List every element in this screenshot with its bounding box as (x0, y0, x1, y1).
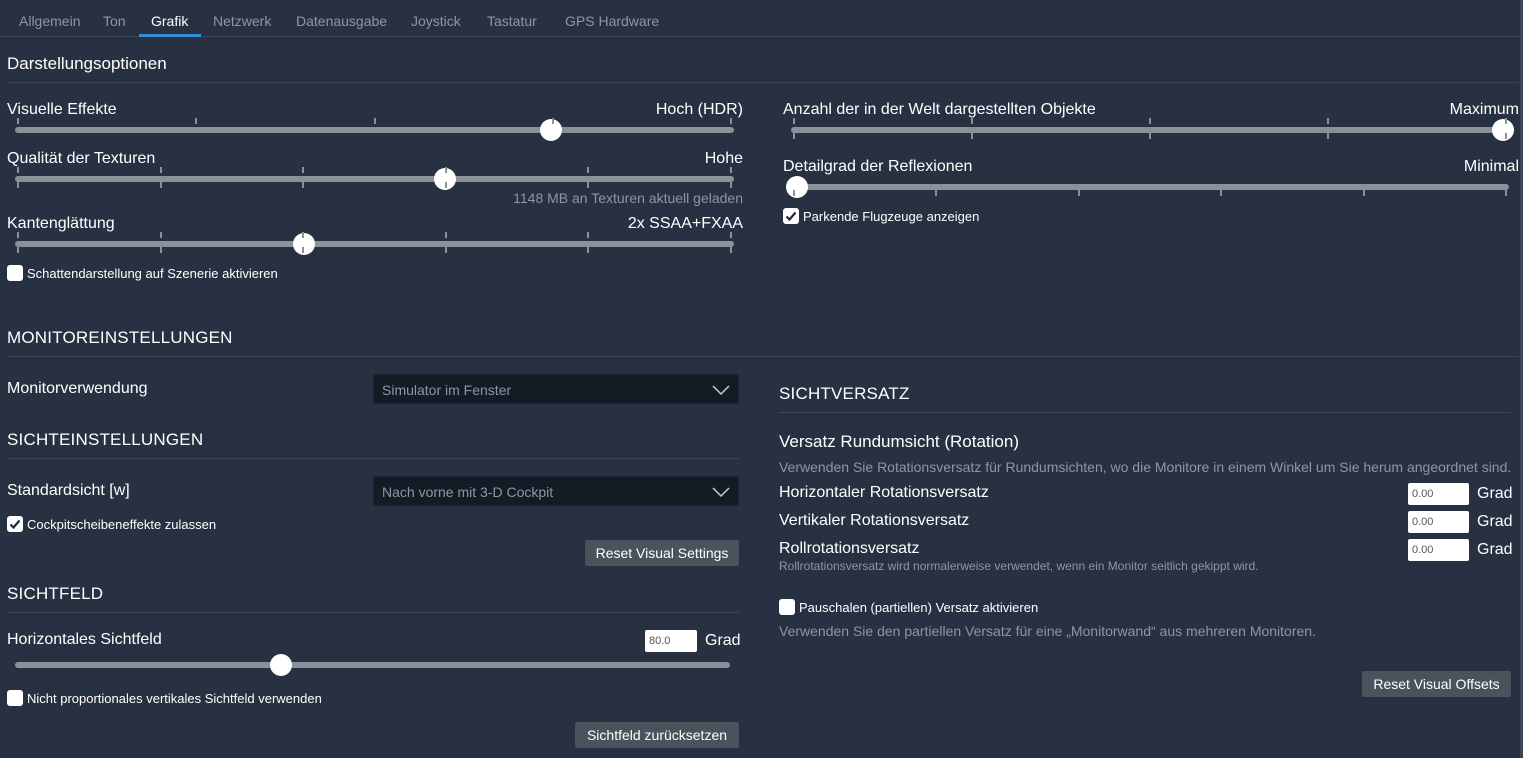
tab-grafik[interactable]: Grafik (151, 13, 189, 29)
vertical-rotation-unit: Grad (1477, 513, 1513, 530)
slider-tick (730, 167, 732, 173)
slider-tick (1149, 118, 1151, 124)
roll-rotation-input[interactable] (1408, 539, 1469, 561)
antialiasing-label: Kantenglättung (7, 215, 115, 232)
default-view-label: Standardsicht [w] (7, 482, 130, 499)
slider-tick (160, 167, 162, 173)
reflections-value: Minimal (1463, 158, 1519, 175)
slider-tick (445, 182, 447, 188)
horizontal-rotation-label: Horizontaler Rotationsversatz (779, 484, 989, 501)
slider-tick (793, 118, 795, 124)
monitor-section-title: MONITOREINSTELLUNGEN (7, 328, 233, 347)
slider-tick (445, 167, 447, 173)
slider-tick (17, 232, 19, 238)
partial-offset-checkbox[interactable] (779, 599, 795, 615)
rendering-divider (7, 82, 1519, 83)
slider-tick (160, 182, 162, 188)
monitor-usage-dropdown-value: Simulator im Fenster (382, 382, 512, 398)
tab-gps-hardware[interactable]: GPS Hardware (565, 13, 660, 29)
slider-tick (302, 167, 304, 173)
slider-tick (445, 247, 447, 253)
slider-tick (1078, 190, 1080, 196)
fov-section-title: SICHTFELD (7, 584, 104, 603)
nonproportional-fov-checkbox-label: Nicht proportionales vertikales Sichtfeld verwenden (27, 691, 322, 706)
horizontal-rotation-input[interactable] (1408, 483, 1469, 505)
roll-rotation-unit: Grad (1477, 541, 1513, 558)
horizontal-fov-input[interactable] (645, 630, 697, 652)
slider-tick (1327, 118, 1329, 124)
world-objects-label: Anzahl der in der Welt dargestellten Objekte (783, 101, 1096, 118)
partial-offset-description: Verwenden Sie den partiellen Versatz für eine „Monitorwand“ aus mehreren Monitoren. (779, 623, 1316, 639)
offset-section-title: SICHTVERSATZ (779, 384, 910, 403)
slider-tick (1327, 133, 1329, 139)
tab-joystick[interactable]: Joystick (411, 13, 461, 29)
horizontal-fov-unit: Grad (705, 632, 741, 649)
monitor-divider (7, 356, 1519, 357)
slider-tick (730, 118, 732, 124)
slider-tick (195, 118, 197, 124)
slider-tick (587, 182, 589, 188)
slider-tick (793, 133, 795, 139)
slider-tick (1149, 133, 1151, 139)
settings-tab-bar (0, 0, 1523, 37)
world-objects-value: Maximum (1449, 101, 1519, 118)
tab-datenausgabe[interactable]: Datenausgabe (296, 13, 388, 29)
slider-tick (17, 118, 19, 124)
shadows-checkbox[interactable] (7, 265, 23, 281)
slider-tick (374, 118, 376, 124)
partial-offset-checkbox-label: Pauschalen (partiellen) Versatz aktivieren (799, 600, 1039, 615)
active-tab-indicator (139, 34, 201, 37)
fov-divider (7, 612, 739, 613)
monitor-usage-dropdown[interactable] (373, 374, 739, 404)
antialiasing-value: 2x SSAA+FXAA (627, 215, 743, 232)
reflections-slider-thumb[interactable] (786, 176, 808, 198)
windshield-effects-checkbox-label: Cockpitscheibeneffekte zulassen (27, 517, 217, 532)
slider-tick (730, 247, 732, 253)
horizontal-fov-label: Horizontales Sichtfeld (7, 631, 162, 648)
default-view-dropdown[interactable] (373, 476, 739, 506)
slider-tick (17, 182, 19, 188)
roll-rotation-label: Rollrotationsversatz (779, 540, 920, 557)
texture-quality-value: Hohe (704, 150, 743, 167)
visual-effects-value: Hoch (HDR) (655, 101, 743, 118)
world-objects-slider[interactable] (791, 127, 1509, 133)
texture-quality-slider[interactable] (15, 176, 734, 182)
reset-visual-offsets-button[interactable]: Reset Visual Offsets (1362, 671, 1511, 697)
reflections-label: Detailgrad der Reflexionen (783, 158, 973, 175)
slider-tick (160, 232, 162, 238)
world-objects-slider-thumb[interactable] (1492, 119, 1514, 141)
slider-tick (1363, 190, 1365, 196)
tab-allgemein[interactable]: Allgemein (19, 13, 81, 29)
view-divider (7, 458, 739, 459)
antialiasing-slider[interactable] (15, 241, 734, 247)
slider-tick (730, 182, 732, 188)
slider-tick (302, 232, 304, 238)
visual-effects-slider[interactable] (15, 127, 734, 133)
slider-tick (445, 232, 447, 238)
reset-fov-button[interactable]: Sichtfeld zurücksetzen (575, 722, 739, 748)
horizontal-rotation-unit: Grad (1477, 485, 1513, 502)
slider-tick (160, 247, 162, 253)
chevron-down-icon (712, 485, 730, 503)
tab-netzwerk[interactable]: Netzwerk (213, 13, 272, 29)
reflections-slider[interactable] (791, 184, 1509, 190)
slider-tick (587, 247, 589, 253)
rendering-section-title: Darstellungsoptionen (7, 54, 167, 73)
tab-ton[interactable]: Ton (103, 13, 126, 29)
slider-tick (793, 190, 795, 196)
visual-effects-label: Visuelle Effekte (7, 101, 117, 118)
slider-tick (17, 167, 19, 173)
windshield-effects-checkbox[interactable] (7, 516, 23, 532)
check-icon (784, 209, 798, 223)
slider-tick (1220, 190, 1222, 196)
view-section-title: SICHTEINSTELLUNGEN (7, 430, 204, 449)
horizontal-fov-slider-thumb[interactable] (270, 654, 292, 676)
texture-quality-label: Qualität der Texturen (7, 150, 156, 167)
slider-tick (587, 167, 589, 173)
slider-tick (730, 232, 732, 238)
reset-visual-settings-button[interactable]: Reset Visual Settings (585, 540, 739, 566)
slider-tick (587, 232, 589, 238)
slider-tick (302, 182, 304, 188)
tab-tastatur[interactable]: Tastatur (487, 13, 537, 29)
default-view-dropdown-value: Nach vorne mit 3-D Cockpit (382, 484, 554, 500)
slider-tick (971, 133, 973, 139)
parked-aircraft-checkbox[interactable] (783, 208, 799, 224)
slider-tick (1505, 118, 1507, 124)
parked-aircraft-checkbox-label: Parkende Flugzeuge anzeigen (803, 209, 980, 224)
slider-tick (1505, 190, 1507, 196)
nonproportional-fov-checkbox[interactable] (7, 690, 23, 706)
rotation-offset-description: Verwenden Sie Rotationsversatz für Rundumsichten, wo die Monitore in einem Winkel um Sie herum angeordnet sind. (779, 459, 1512, 475)
slider-tick (971, 118, 973, 124)
slider-tick (302, 247, 304, 253)
vertical-rotation-label: Vertikaler Rotationsversatz (779, 512, 970, 529)
chevron-down-icon (712, 383, 730, 401)
slider-tick (552, 118, 554, 124)
check-icon (8, 517, 22, 531)
horizontal-fov-slider[interactable] (15, 662, 730, 668)
monitor-usage-label: Monitorverwendung (7, 380, 148, 397)
shadows-checkbox-label: Schattendarstellung auf Szenerie aktivieren (27, 266, 278, 281)
vertical-rotation-input[interactable] (1408, 511, 1469, 533)
rotation-offset-title: Versatz Rundumsicht (Rotation) (779, 432, 1019, 451)
slider-tick (17, 247, 19, 253)
offset-divider (779, 412, 1511, 413)
slider-tick (1505, 133, 1507, 139)
slider-tick (935, 190, 937, 196)
texture-memory-note: 1148 MB an Texturen aktuell geladen (513, 190, 743, 206)
roll-rotation-note: Rollrotationsversatz wird normalerweise verwendet, wenn ein Monitor seitlich gekippt wird. (779, 559, 1259, 573)
